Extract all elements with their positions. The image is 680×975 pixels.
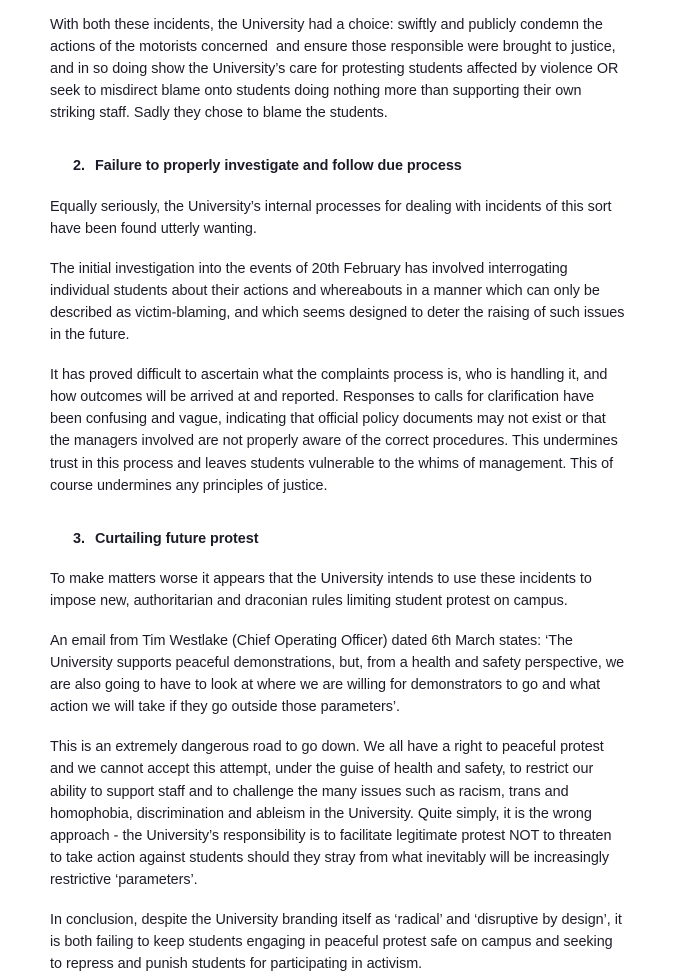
paragraph-initial-investigation: The initial investigation into the events of 20th February has involved interrogating individual students about their actions and whereabouts in a manner which can only be described as victim-blaming, and which seems designed to deter the raising of such issues in the future. — [50, 260, 629, 344]
heading-spacer — [50, 142, 625, 155]
paragraph-conclusion: In conclusion, despite the University branding itself as ‘radical’ and ‘disruptive by design’, it is both failing to keep students engaging in peaceful protest safe on campus and seeking to repress and punish students for participating in activism. — [50, 912, 626, 973]
heading-number: 2. — [73, 158, 85, 175]
document-body — [50, 14, 629, 975]
heading-failure-to-investigate — [50, 155, 625, 177]
paragraph-incidents-choice: With both these incidents, the University had a choice: swiftly and publicly condemn the actions of the motorists concerned and ensure those responsible were brought to justice, and in so doing show the University’s care for protesting students affected by violence OR seek to misdirect blame onto students doing nothing more than supporting their own striking staff. Sadly they chose to blame the students. — [50, 17, 623, 122]
paragraph-complaints-process: It has proved difficult to ascertain what the complaints process is, who is handling it, and how outcomes will be arrived at and reported. Responses to calls for clarification have been confusing and vague, indicating that official policy documents may not exist or that the managers involved are not properly aware of the correct procedures. This undermines trust in this process and leaves students vulnerable to the whims of management. This of course undermines any principles of justice. — [50, 367, 622, 494]
paragraph-internal-processes: Equally seriously, the University’s internal processes for dealing with incidents of this sort have been found utterly wanting. — [50, 198, 616, 237]
heading-number: 3. — [73, 530, 85, 547]
heading-text: Failure to properly investigate and follow due process — [95, 158, 462, 175]
heading-spacer — [50, 515, 625, 528]
paragraph-westlake-email: An email from Tim Westlake (Chief Operating Officer) dated 6th March states: ‘The University supports peaceful demonstrations, but, from a health and safety perspective, we are also going to have to look at where we are willing for demonstrators to go and what action we will take if they go outside those parameters’. — [50, 632, 629, 716]
paragraph-dangerous-road: This is an extremely dangerous road to go down. We all have a right to peaceful protest and we cannot accept this attempt, under the guise of health and safety, to restrict our ability to support staff and to challenge the many issues such as racism, trans and homophobia, discrimination and ableism in the University. Quite simply, it is the wrong approach - the University’s responsibility is to facilitate legitimate protest NOT to threaten to take action against students should they stray from what inevitably will be increasingly restrictive ‘parameters’. — [50, 739, 616, 888]
heading-text: Curtailing future protest — [95, 530, 259, 547]
paragraph-impose-new-rules: To make matters worse it appears that the University intends to use these incidents to impose new, authoritarian and draconian rules limiting student protest on campus. — [50, 570, 596, 609]
heading-curtailing-future-protest — [50, 528, 625, 550]
